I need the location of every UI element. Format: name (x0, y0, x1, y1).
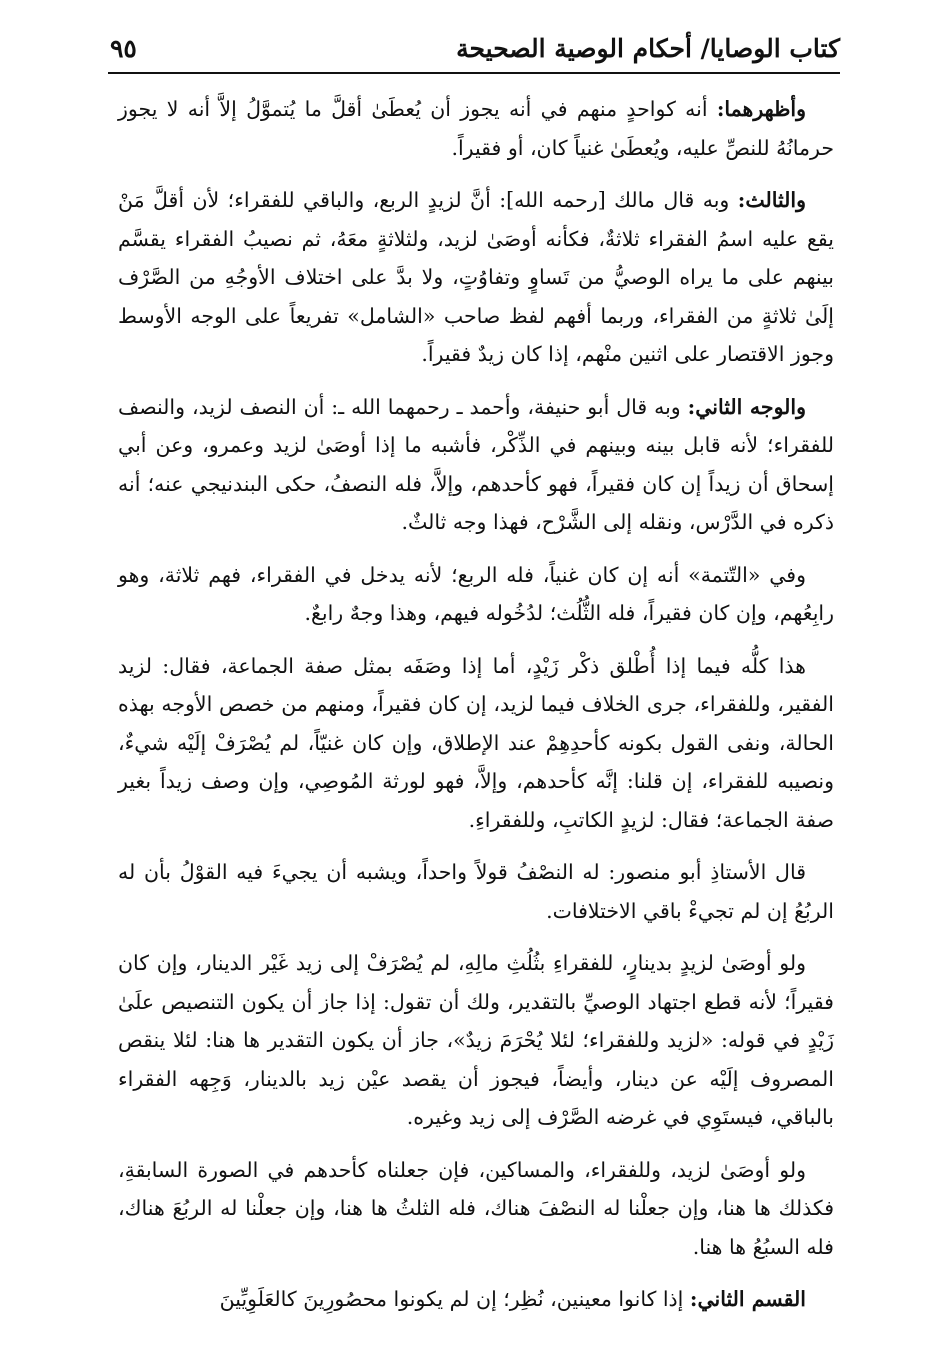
paragraph (118, 181, 834, 374)
paragraph (118, 1151, 834, 1267)
paragraph-lead: والوجه الثاني: (687, 394, 806, 419)
paragraph-text: وفي «التّتمة» أنه إن كان غنياً، فله الربع؛ لأنه يدخل في الفقراء، فهم ثلاثة، وهو رابِعُهم، وإن كان فقيراً، فله الثُّلُث؛ لدُخُوله فيهم، وهذا وجهٌ رابعٌ. (118, 562, 834, 625)
paragraph (118, 556, 834, 633)
paragraph-lead: وأظهرهما: (716, 97, 806, 121)
paragraph-text: قال الأستاذِ أبو منصور: له النصْفُ قولاً واحداً، ويشبه أن يجيءَ فيه القوْلُ بأن له الربُعُ إن لم تجيءْ باقي الاختلافات. (118, 860, 834, 923)
paragraph (118, 853, 834, 930)
paragraph-text: وبه قال مالك [رحمه الله]: أنَّ لزيدٍ الربع، والباقي للفقراء؛ لأن أقلَّ مَنْ يقع عليه اسمُ الفقراء ثلاثةٌ، فكأنه أوصَىٰ لزيد، ولثلاثةٍ معَهُ، ثم نصيبُ الفقراء يقسَّم بينهم على ما يراه الوصيُّ من تَساوٍ وتفاوُتٍ، ولا بدَّ على اختلاف الأوجُهِ من الصَّرْف إلَىٰ ثلاثةٍ من الفقراء، وربما أفهم لفظ صاحب «الشامل» تفريعاً على الوجه الأوسط وجوز الاقتصار على اثنين منْهم، إذا كان زيدٌ فقيراً. (118, 188, 834, 366)
paragraph-text: أنه كواحدٍ منهم في أنه يجوز أن يُعطَىٰ أقلَّ ما يُتموَّلُ إلاَّ أنه لا يجوز حرمانُهُ للنصِّ عليه، ويُعطَىٰ غنياً كان، أو فقيراً. (118, 97, 834, 160)
paragraph-text: ولو أوصَىٰ لزيد، وللفقراء، والمساكين، فإن جعلناه كأحدهم في الصورة السابقةِ، فكذلك ها هنا، وإن جعلْنا له النصْفَ هناك، فله الثلثُ ها هنا، وإن جعلْنا له الربُعَ هناك، فله السبُعُ ها هنا. (118, 1157, 834, 1259)
paragraph-text: إذا كانوا معينين، نُظِر؛ إن لم يكونوا محصُورِينَ كالعَلَوِيِّينَ (219, 1287, 690, 1311)
paragraph-text: ولو أوصَىٰ لزيدٍ بدينارٍ، للفقراءِ بثُلُثِ مالِهِ، لم يُصْرَفْ إلى زيد غَيْر الدينار، وإن كان فقيراً؛ لأنه قطع اجتهاد الوصيِّ بالتقدير، ولك أن تقول: إذا جاز أن يكون التنصيص علَىٰ زَيْدٍ في قوله: «لزيد وللفقراء؛ لئلا يُحْرَمَ زيدٌ»، جاز أن يكون التقدير ها هنا: لئلا ينقص المصروف إلَيْه عن دينار، وأيضاً، فيجوز أن يقصد عيْن زيد بالدينار، وَجِهه الفقراء بالباقي، فيستَوِي في غرضه الصَّرْف إلى زيد وغيره. (118, 951, 834, 1129)
header-title: كتاب الوصايا/ أحكام الوصية الصحيحة (456, 34, 840, 63)
paragraph (118, 388, 834, 542)
header-divider (108, 72, 840, 74)
paragraph-lead: القسم الثاني: (689, 1287, 806, 1311)
paragraph-text: هذا كلُّه فيما إذا أُطْلق ذكْر زَيْدٍ، أما إذا وصَفَه بمثل صفة الجماعة، فقال: لزيد الفقير، وللفقراء، جرى الخلاف فيما لزيد، إن كان فقيراً، ومنهم من خصص الأوجه بهذه الحالة، ونفى القول بكونه كأحدِهِمْ عند الإطلاق، وإن كان غنيّاً، لم يُصْرَفْ إلَيْه شيءٌ، ونصيبه للفقراء، إن قلنا: إنَّه كأحدهم، وإلاَّ، فهو لورثة المُوصِي، وإن وصف زيداً بغير صفة الجماعة؛ فقال: لزيدٍ الكاتبِ، وللفقراءِ. (118, 653, 834, 832)
paragraph (118, 1280, 834, 1319)
page-number: ٩٥ (110, 34, 137, 63)
paragraph (118, 944, 834, 1137)
body-text (118, 90, 834, 1333)
running-header (110, 30, 840, 70)
paragraph-text: وبه قال أبو حنيفة، وأحمد ـ رحمهما الله ـ: أن النصف لزيد، والنصف للفقراء؛ لأنه قابل بينه وبينهم في الذِّكْر، فأشبه ما إذا أوصَىٰ لزيد وعمرو، وعن أبي إسحاق أن زيداً إن كان فقيراً، فهو كأحدهم، وإلاَّ، فله النصفُ، حكى البندنيجي عنه؛ أنه ذكره في الدَّرْس، ونقله إلى الشَّرْح، فهذا وجه ثالثٌ. (118, 394, 834, 534)
paragraph (118, 90, 834, 167)
paragraph-lead: والثالث: (737, 188, 806, 212)
paragraph (118, 647, 834, 840)
